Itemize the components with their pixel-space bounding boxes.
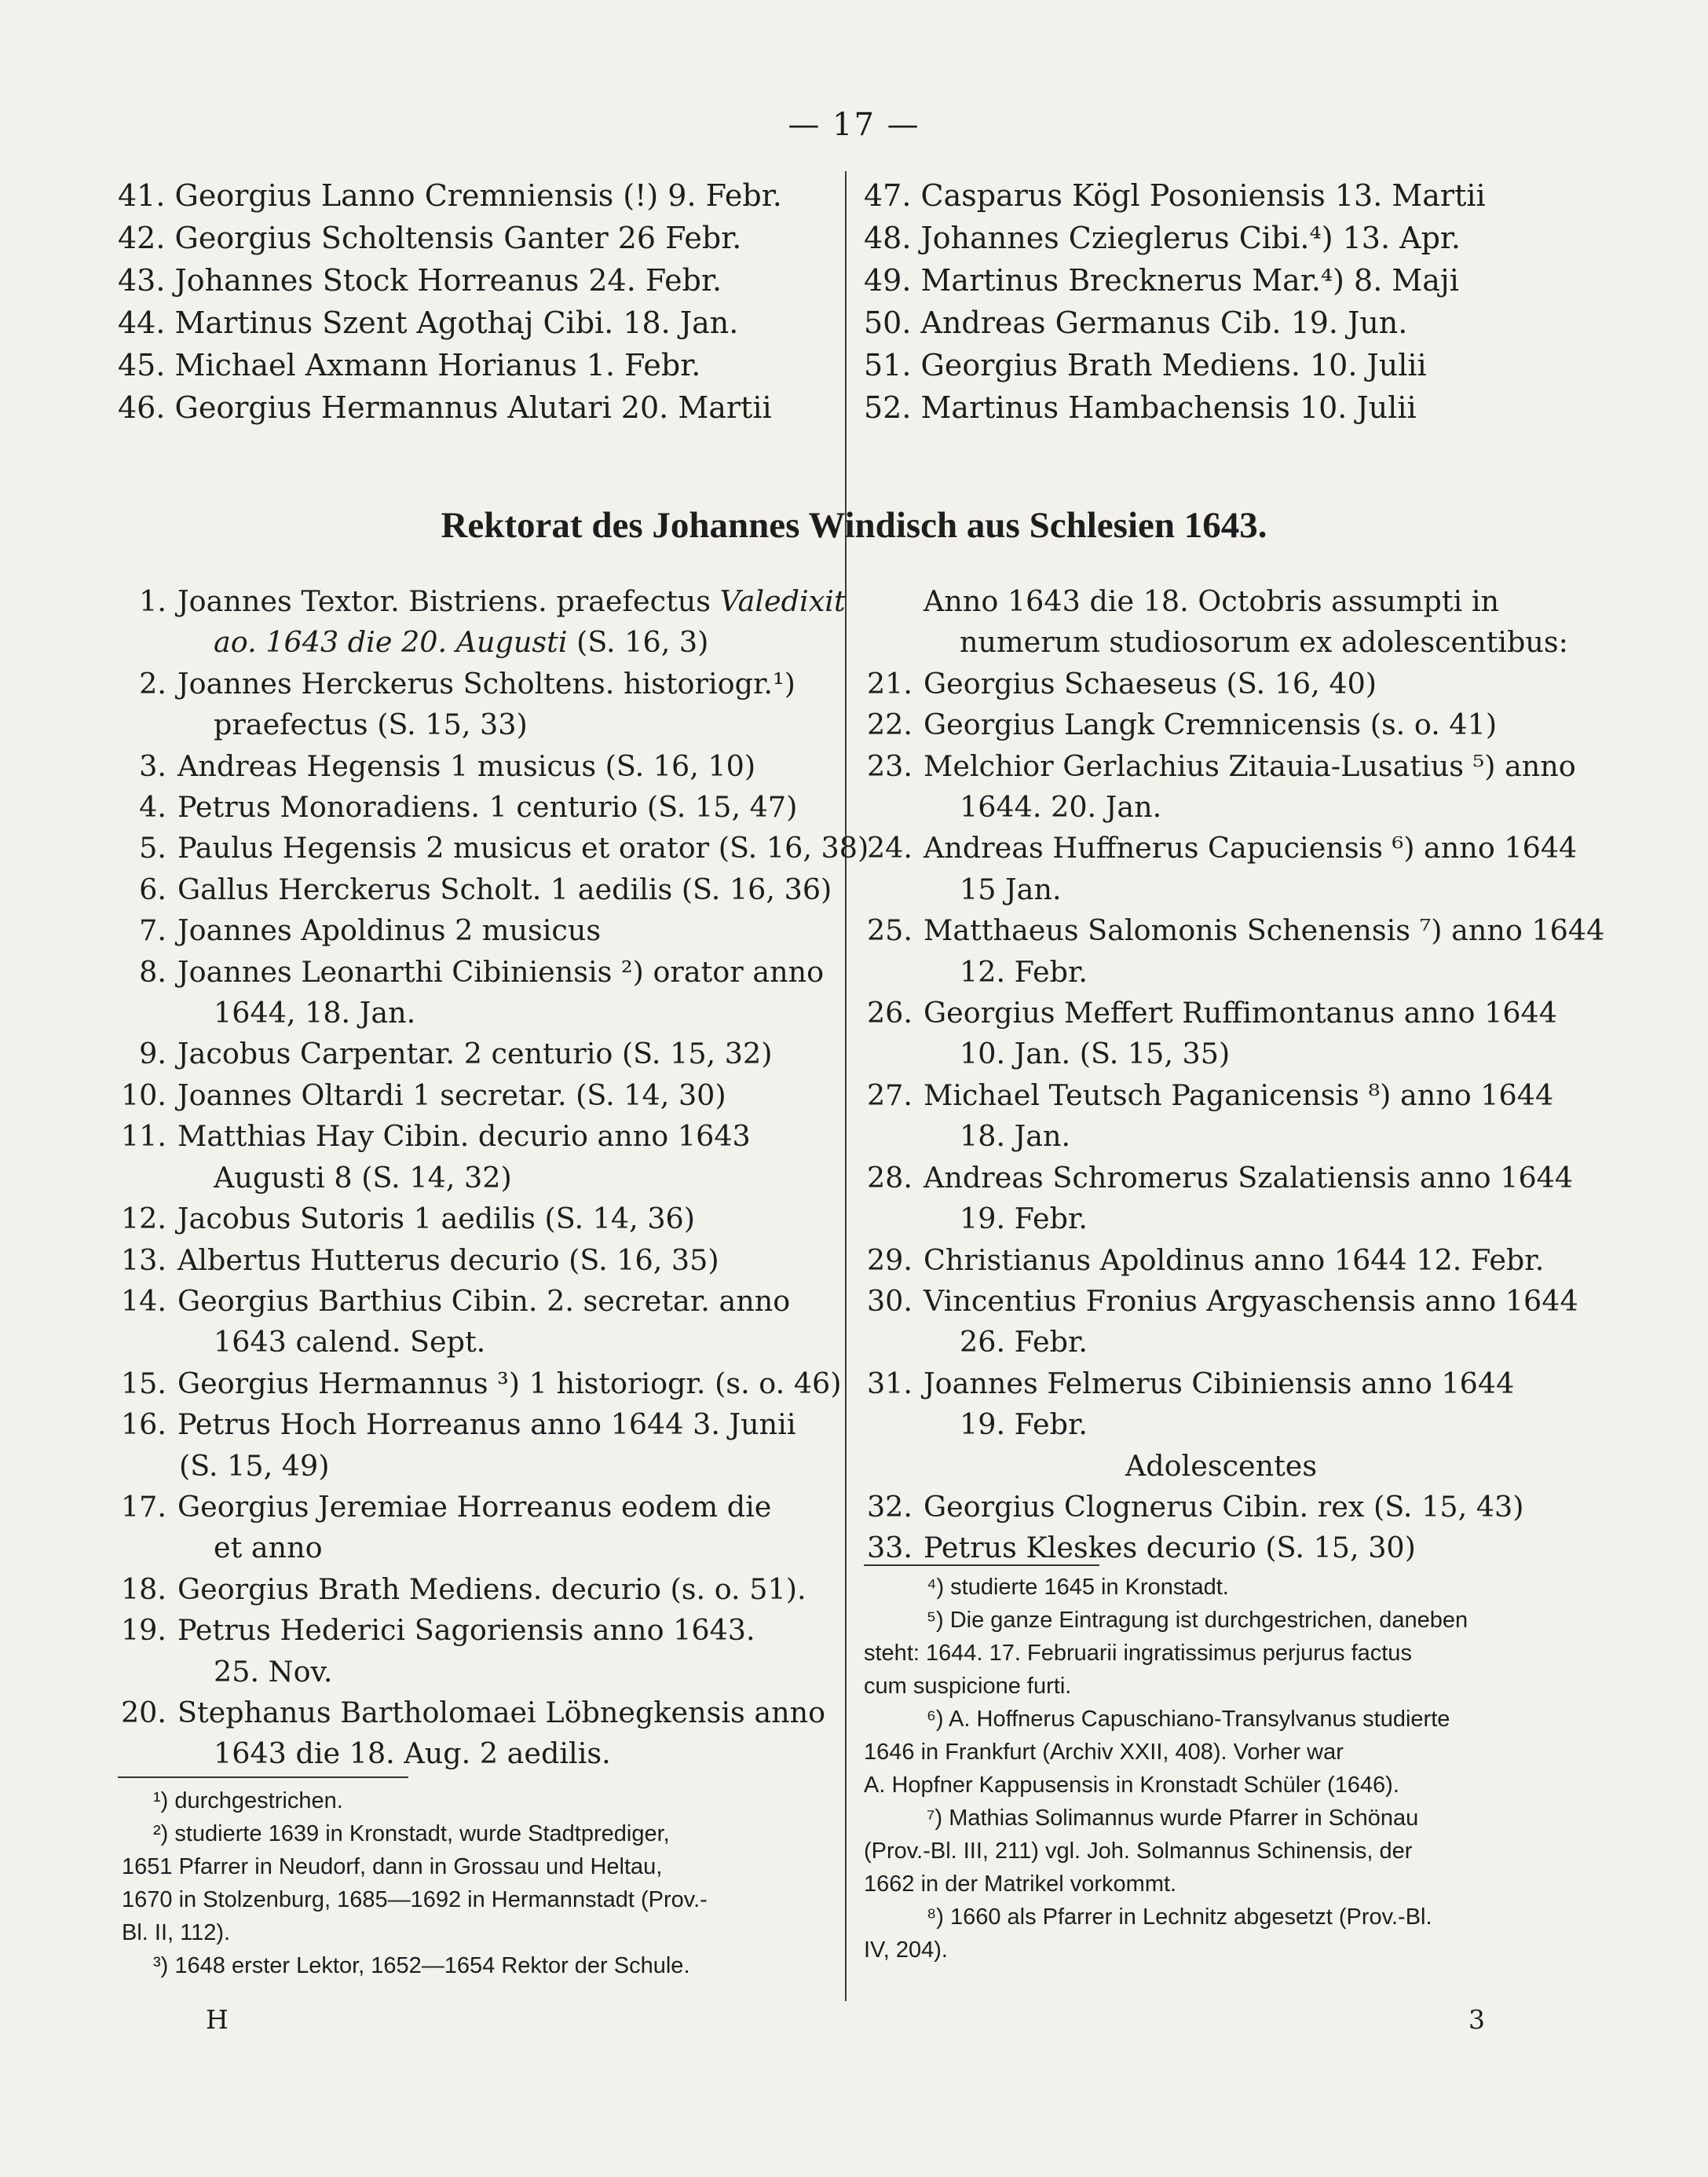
entry-number: 9. [139, 1037, 166, 1071]
entry-number: 16. [120, 1407, 166, 1442]
entry-number: 25. [866, 913, 913, 948]
entry-continuation: 15 Jan. [960, 872, 1062, 906]
list-item [864, 1075, 1578, 1116]
entry-continuation: 12. Febr. [960, 954, 1088, 989]
list-item [118, 1363, 842, 1404]
entry-number: 8. [139, 954, 166, 989]
entry-number: 31. [866, 1366, 913, 1400]
entry-continuation: 1644, 18. Jan. [214, 996, 416, 1030]
list-item: 52. Martinus Hambachensis 10. Julii [864, 390, 1417, 425]
list-item [864, 1322, 1578, 1363]
entry-continuation: 1643 calend. Sept. [214, 1325, 486, 1359]
entry-text: Joannes Felmerus Cibiniensis anno 1644 [923, 1366, 1515, 1400]
entry-text: Andreas Huffnerus Capuciensis ⁶) anno 1644 [923, 831, 1578, 865]
list-item [864, 1034, 1578, 1074]
footnote-line: ⁷) Mathias Solimannus wurde Pfarrer in Schönau [927, 1806, 1419, 1831]
entry-continuation: 25. Nov. [214, 1654, 333, 1689]
footnote-line: IV, 204). [864, 1937, 948, 1963]
footnote-line: ²) studierte 1639 in Kronstadt, wurde Stadtprediger, [153, 1821, 670, 1846]
entry-number: 6. [139, 872, 166, 906]
entry-number: 23. [866, 748, 913, 783]
entry-text: Melchior Gerlachius Zitauia-Lusatius ⁵) anno [923, 748, 1576, 783]
entry-continuation: 19. Febr. [960, 1407, 1088, 1442]
entry-continuation: numerum studiosorum ex adolescentibus: [960, 625, 1568, 660]
entry-text: Petrus Hederici Sagoriensis anno 1643. [177, 1613, 755, 1648]
entry-text: Georgius Hermannus ³) 1 historiogr. (s. o. 46) [177, 1366, 842, 1400]
list-item [864, 1528, 1578, 1568]
entry-number: 17. [120, 1489, 166, 1524]
list-item [864, 910, 1605, 951]
entry-number: 11. [120, 1119, 166, 1154]
list-item: 46. Georgius Hermannus Alutari 20. Martii [118, 390, 772, 425]
list-item [864, 1446, 1578, 1487]
list-item: 51. Georgius Brath Mediens. 10. Julii [864, 348, 1427, 382]
list-item [118, 952, 825, 993]
footnote-rule-right [864, 1564, 1099, 1566]
list-item [118, 828, 869, 869]
list-item: 49. Martinus Brecknerus Mar.⁴) 8. Maji [864, 263, 1459, 298]
list-item [118, 704, 825, 745]
list-item: 42. Georgius Scholtensis Ganter 26 Febr. [118, 221, 742, 255]
list-item [118, 1116, 825, 1157]
section-heading: Rektorat des Johannes Windisch aus Schlesien 1643. [441, 505, 1267, 546]
list-item: 44. Martinus Szent Agothaj Cibi. 18. Jan. [118, 306, 739, 340]
list-item [864, 622, 1578, 663]
entry-number: 28. [866, 1160, 913, 1195]
entry-text: Georgius Clognerus Cibin. rex (S. 15, 43) [923, 1489, 1524, 1524]
entry-text: Joannes Apoldinus 2 musicus [177, 913, 602, 948]
list-item: 45. Michael Axmann Horianus 1. Febr. [118, 348, 701, 382]
list-item [864, 1240, 1578, 1281]
entry-text: Andreas Schromerus Szalatiensis anno 1644 [923, 1160, 1574, 1195]
top-left-list [118, 174, 848, 429]
entry-number: 33. [866, 1531, 913, 1565]
list-item [864, 704, 1578, 745]
list-item [864, 787, 1578, 828]
entry-text: Georgius Brath Mediens. decurio (s. o. 51). [177, 1571, 806, 1606]
list-item [118, 869, 832, 910]
list-item [864, 581, 1578, 622]
list-item [864, 1158, 1578, 1198]
footnote-line: ⁴) studierte 1645 in Kronstadt. [927, 1575, 1229, 1600]
list-item [864, 1281, 1578, 1322]
entry-number: 2. [139, 666, 166, 701]
entry-text: Petrus Kleskes decurio (S. 15, 30) [923, 1531, 1416, 1565]
entry-number: 32. [866, 1489, 913, 1524]
footnote-line: A. Hopfner Kappusensis in Kronstadt Schüler (1646). [864, 1773, 1399, 1798]
list-item [864, 1487, 1578, 1528]
entry-number: 22. [866, 708, 913, 742]
list-item [118, 1404, 825, 1445]
subheading: Adolescentes [1125, 1448, 1318, 1483]
list-item [118, 1569, 825, 1610]
entry-text: Christianus Apoldinus anno 1644 12. Febr. [923, 1242, 1545, 1277]
entry-continuation: praefectus (S. 15, 33) [214, 708, 528, 742]
list-item [118, 1281, 825, 1322]
entry-number: 12. [120, 1202, 166, 1236]
list-item [864, 952, 1578, 993]
footnote-line: ⁸) 1660 als Pfarrer in Lechnitz abgesetzt (Prov.-Bl. [927, 1904, 1432, 1930]
entry-number: 21. [866, 666, 913, 701]
entry-number: 24. [866, 831, 913, 865]
entry-number: 30. [866, 1283, 913, 1318]
entry-continuation: 1643 die 18. Aug. 2 aedilis. [214, 1736, 611, 1771]
list-item [118, 581, 846, 622]
entry-text: Georgius Schaeseus (S. 16, 40) [923, 666, 1377, 701]
entry-text: Gallus Herckerus Scholt. 1 aedilis (S. 16, 36) [177, 872, 832, 906]
entry-text: Georgius Jeremiae Horreanus eodem die [177, 1489, 772, 1524]
entry-text: Joannes Textor. Bistriens. praefectus [177, 584, 720, 618]
entry-text: Andreas Hegensis 1 musicus (S. 16, 10) [177, 748, 756, 783]
entry-continuation: 26. Febr. [960, 1325, 1088, 1359]
list-item [864, 1198, 1578, 1239]
list-item [864, 993, 1578, 1034]
footnote-line: 1662 in der Matrikel vorkommt. [864, 1871, 1177, 1897]
entry-number: 19. [120, 1613, 166, 1648]
entry-continuation: (S. 15, 49) [179, 1448, 330, 1483]
list-item [118, 787, 825, 828]
page-number: — 17 — [788, 107, 920, 143]
entry-continuation: 10. Jan. (S. 15, 35) [960, 1037, 1231, 1071]
entry-note: Valedixit [719, 584, 846, 618]
footnote-line: (Prov.-Bl. III, 211) vgl. Joh. Solmannus Schinensis, der [864, 1839, 1413, 1864]
entry-text: Georgius Langk Cremnicensis (s. o. 41) [923, 708, 1498, 742]
entry-text: Matthias Hay Cibin. decurio anno 1643 [177, 1119, 751, 1154]
list-item: 50. Andreas Germanus Cib. 19. Jun. [864, 306, 1408, 340]
footnote-line: ¹) durchgestrichen. [153, 1788, 343, 1813]
list-item [118, 1610, 825, 1651]
entry-number: 18. [120, 1571, 166, 1606]
list-item [118, 1075, 825, 1116]
list-item [864, 1116, 1578, 1157]
list-item [118, 664, 825, 704]
entry-text: Joannes Oltardi 1 secretar. (S. 14, 30) [177, 1078, 726, 1112]
list-item [118, 1692, 825, 1733]
entry-text: Petrus Hoch Horreanus anno 1644 3. Junii [177, 1407, 796, 1442]
list-item [118, 993, 825, 1034]
footnote-line: cum suspicione furti. [864, 1674, 1072, 1699]
top-right-list [864, 174, 1571, 429]
footnote-line: 1670 in Stolzenburg, 1685—1692 in Hermannstadt (Prov.- [122, 1887, 708, 1912]
list-item [864, 664, 1578, 704]
list-item [118, 1733, 825, 1774]
entry-number: 26. [866, 996, 913, 1030]
list-item [118, 622, 825, 663]
entry-continuation: ao. 1643 die 20. Augusti [214, 625, 568, 660]
entry-text: Paulus Hegensis 2 musicus et orator (S. 16, 38) [177, 831, 869, 865]
entry-number: 15. [120, 1366, 166, 1400]
entry-text: Joannes Leonarthi Cibiniensis ²) orator anno [177, 954, 825, 989]
entry-continuation: Augusti 8 (S. 14, 32) [214, 1160, 512, 1195]
list-item [864, 828, 1578, 869]
signature-mark-right: 3 [1468, 2004, 1485, 2035]
footnote-line: 1651 Pfarrer in Neudorf, dann in Grossau und Heltau, [122, 1854, 663, 1879]
entry-text: Georgius Barthius Cibin. 2. secretar. anno [177, 1283, 791, 1318]
entry-number: 13. [120, 1242, 166, 1277]
list-item [118, 746, 825, 787]
list-item [118, 1198, 825, 1239]
entry-continuation: 19. Febr. [960, 1202, 1088, 1236]
footnote-line: ⁶) A. Hoffnerus Capuschiano-Transylvanus studierte [927, 1707, 1450, 1732]
entry-number: 4. [139, 790, 166, 825]
entry-text: Michael Teutsch Paganicensis ⁸) anno 1644 [923, 1078, 1554, 1112]
list-item [118, 1158, 825, 1198]
entry-text: Matthaeus Salomonis Schenensis ⁷) anno 1644 [923, 913, 1605, 948]
footnote-line: Bl. II, 112). [122, 1920, 231, 1945]
entry-number: 7. [139, 913, 166, 948]
list-item: 41. Georgius Lanno Cremniensis (!) 9. Febr. [118, 178, 782, 213]
entry-reference: (S. 16, 3) [567, 625, 709, 660]
list-item: 48. Johannes Czieglerus Cibi.⁴) 13. Apr. [864, 221, 1461, 255]
entry-continuation: 18. Jan. [960, 1119, 1071, 1154]
entry-text: Albertus Hutterus decurio (S. 16, 35) [177, 1242, 719, 1277]
footnote-line: ³) 1648 erster Lektor, 1652—1654 Rektor der Schule. [153, 1953, 690, 1978]
entry-number: 3. [139, 748, 166, 783]
column-divider [845, 171, 847, 2001]
signature-mark-left: H [206, 2004, 229, 2035]
list-item [864, 746, 1578, 787]
list-item: 47. Casparus Kögl Posoniensis 13. Martii [864, 178, 1486, 213]
list-item [118, 1487, 825, 1528]
list-item [118, 1240, 825, 1281]
list-item [118, 910, 825, 951]
entry-number: 29. [866, 1242, 913, 1277]
entry-continuation: 1644. 20. Jan. [960, 790, 1162, 825]
entry-text: Jacobus Carpentar. 2 centurio (S. 15, 32) [177, 1037, 773, 1071]
entry-number: 20. [120, 1695, 166, 1729]
list-item [118, 1528, 825, 1568]
footnotes-left [122, 1784, 844, 1982]
footnote-rule-left [118, 1776, 408, 1778]
list-item [864, 1363, 1578, 1404]
entry-number: 5. [139, 831, 166, 865]
list-item [864, 1404, 1578, 1445]
entry-text: Jacobus Sutoris 1 aedilis (S. 14, 36) [177, 1202, 696, 1236]
footnote-line: ⁵) Die ganze Eintragung ist durchgestrichen, daneben [927, 1608, 1468, 1633]
list-item [118, 1446, 825, 1487]
footnote-line: steht: 1644. 17. Februarii ingratissimus perjurus factus [864, 1641, 1412, 1666]
entry-text: Joannes Herckerus Scholtens. historiogr.¹) [177, 666, 795, 701]
list-item [118, 1652, 825, 1692]
entry-number: 10. [120, 1078, 166, 1112]
footnote-line: 1646 in Frankfurt (Archiv XXII, 408). Vorher war [864, 1740, 1344, 1765]
right-column [864, 581, 1605, 1569]
entry-number: 27. [866, 1078, 913, 1112]
entry-text: Petrus Monoradiens. 1 centurio (S. 15, 47) [177, 790, 798, 825]
list-item [118, 1034, 825, 1074]
list-item [864, 869, 1578, 910]
entry-text: Vincentius Fronius Argyaschensis anno 1644 [923, 1283, 1578, 1318]
footnotes-right [864, 1571, 1571, 1967]
entry-text: Stephanus Bartholomaei Löbnegkensis anno [177, 1695, 826, 1729]
entry-number: 14. [120, 1283, 166, 1318]
list-item: 43. Johannes Stock Horreanus 24. Febr. [118, 263, 722, 298]
entry-text: Anno 1643 die 18. Octobris assumpti in [923, 584, 1499, 618]
entry-number: 1. [139, 584, 166, 618]
list-item [118, 1322, 825, 1363]
left-column [118, 581, 869, 1775]
entry-continuation: et anno [214, 1531, 323, 1565]
entry-text: Georgius Meffert Ruffimontanus anno 1644 [923, 996, 1557, 1030]
